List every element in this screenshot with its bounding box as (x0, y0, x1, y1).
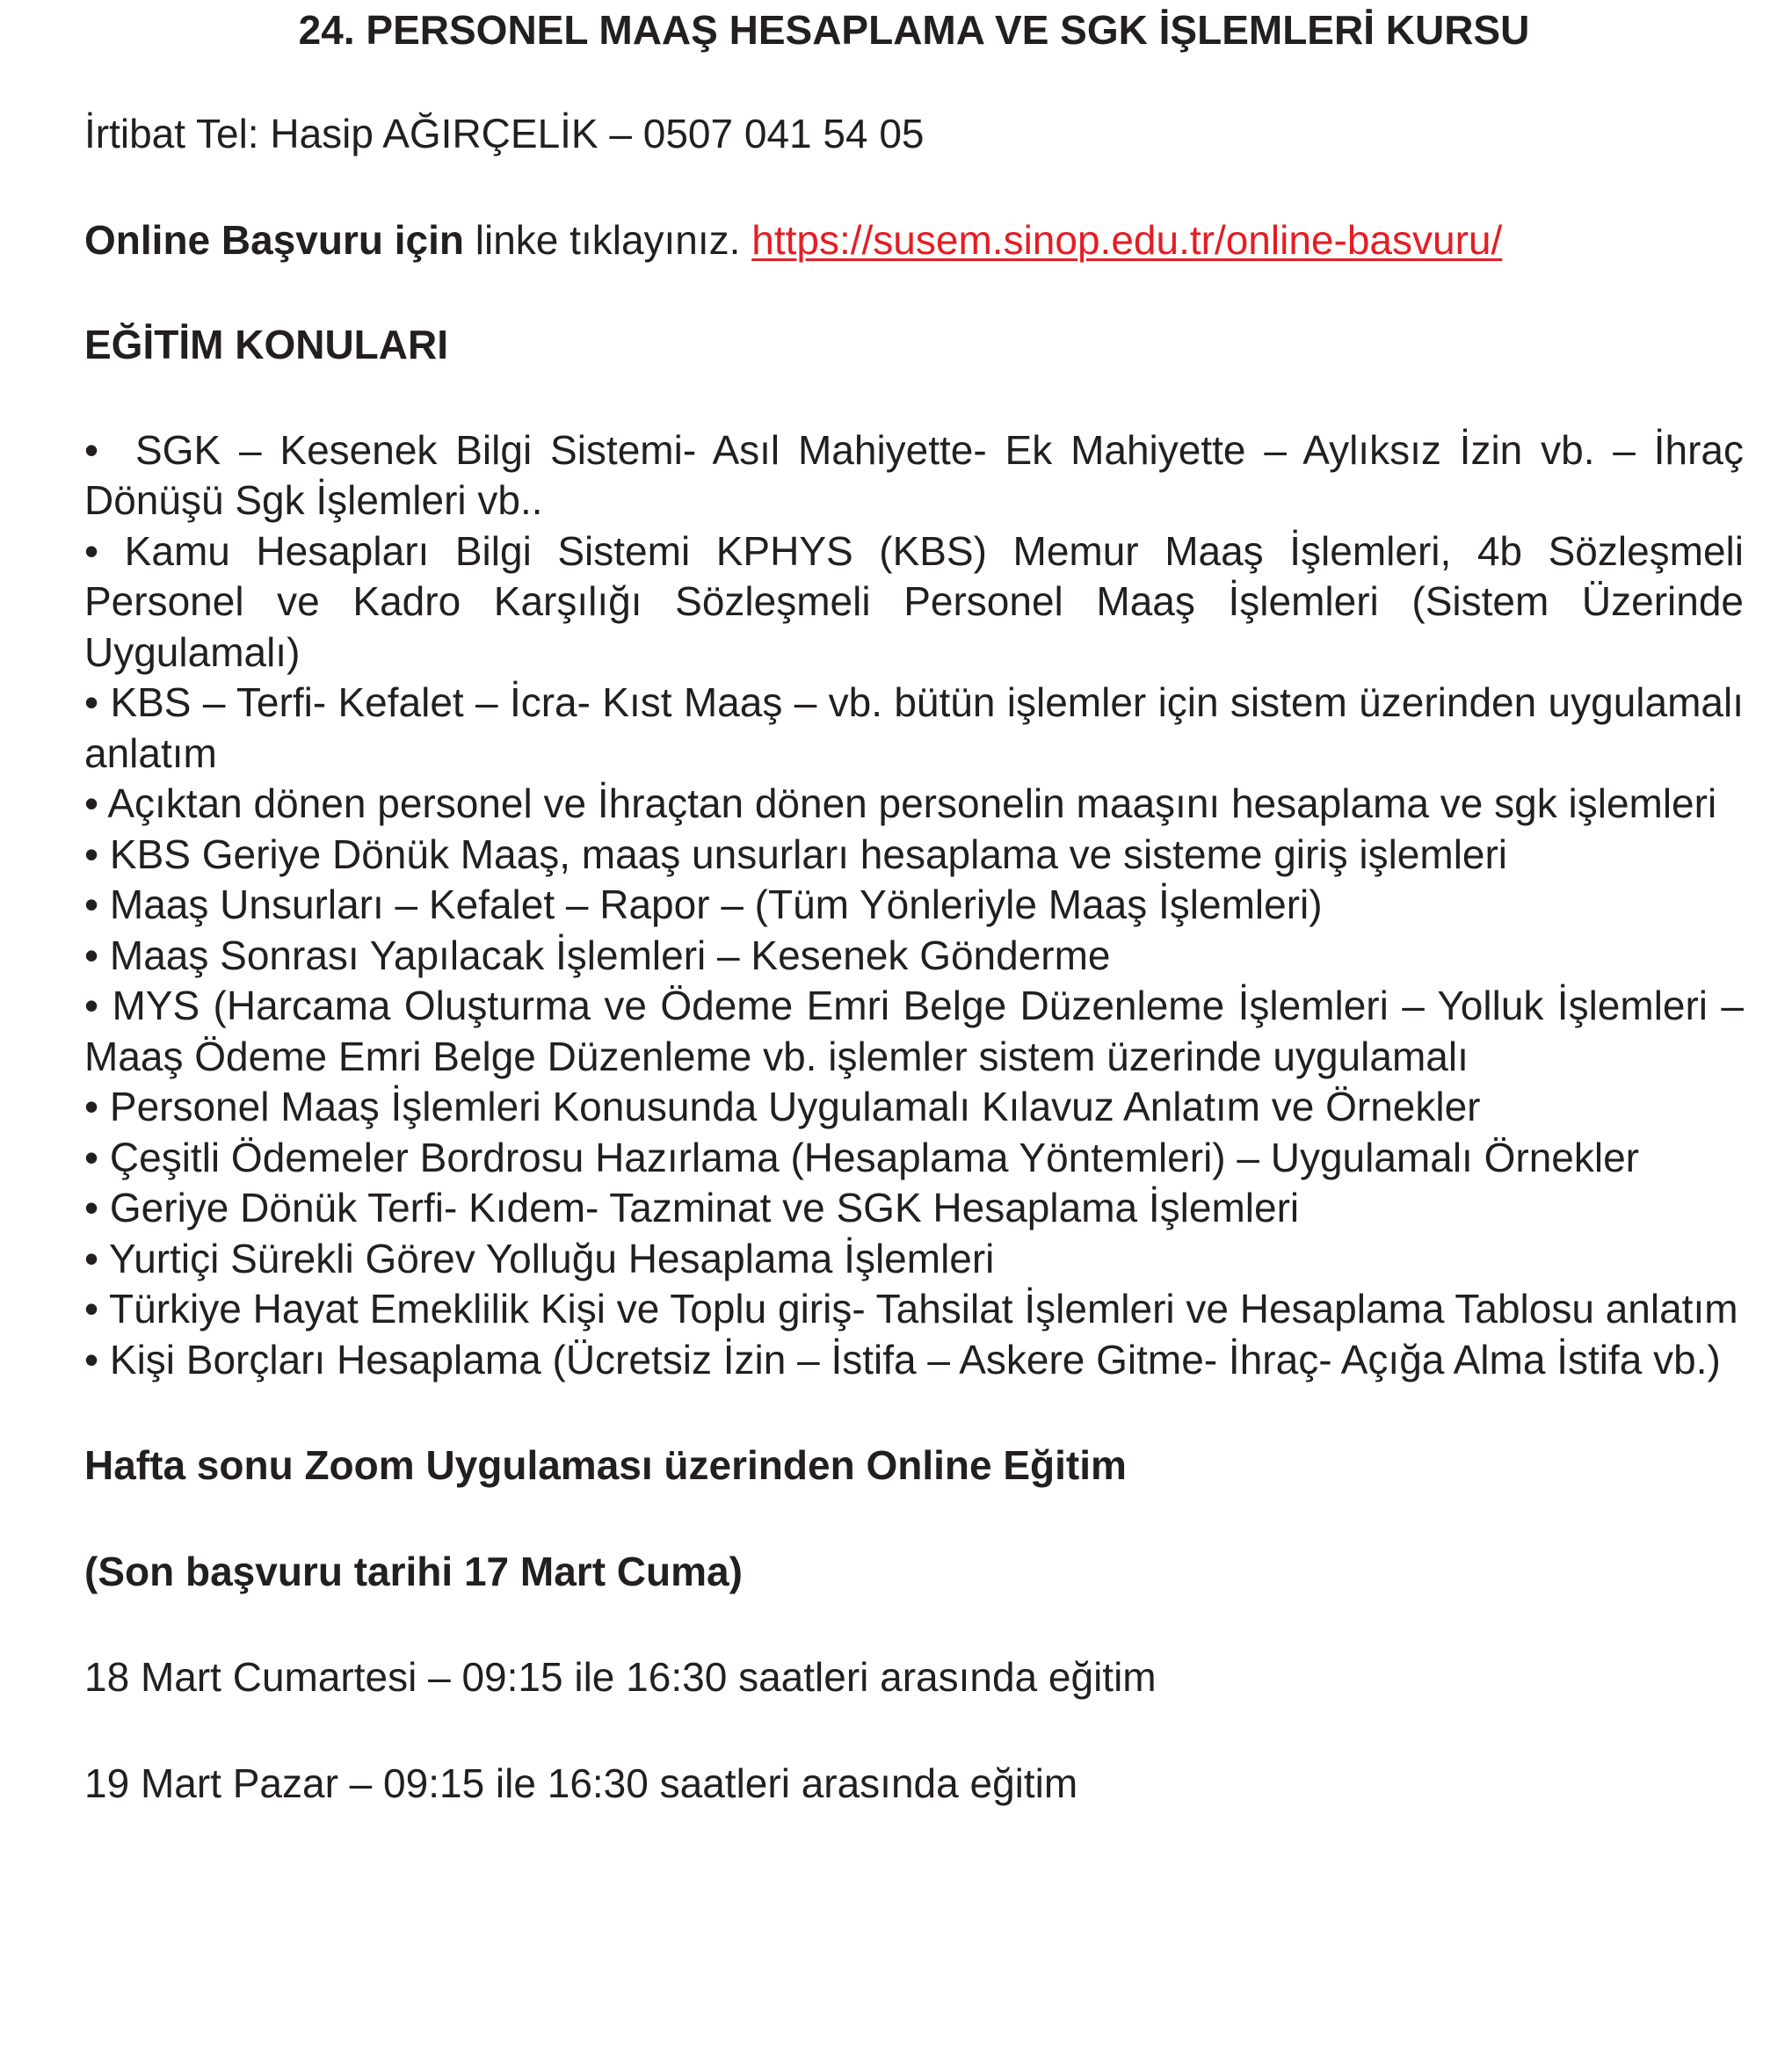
online-application-link[interactable]: https://susem.sinop.edu.tr/online-basvuru/ (751, 216, 1503, 263)
topic-item: • Maaş Sonrası Yapılacak İşlemleri – Kesenek Gönderme (84, 932, 1111, 978)
topic-item: • Maaş Unsurları – Kefalet – Rapor – (Tüm Yönleriyle Maaş İşlemleri) (84, 882, 1323, 927)
topic-item: • Yurtiçi Sürekli Görev Yolluğu Hesaplama İşlemleri (84, 1235, 995, 1281)
online-application-text: linke tıklayınız. (464, 216, 752, 263)
application-deadline: (Son başvuru tarihi 17 Mart Cuma) (84, 1548, 743, 1594)
online-application-line (84, 215, 1744, 266)
topic-item: • Çeşitli Ödemeler Bordrosu Hazırlama (Hesaplama Yöntemleri) – Uygulamalı Örnekler (84, 1134, 1640, 1180)
topic-text: SGK – Kesenek Bilgi Sistemi- Asıl Mahiyette- Ek Mahiyette – Aylıksız İzin vb. – İhraç Dönüşü Sgk İşlemleri vb.. (84, 426, 1744, 523)
schedule-day-2: 19 Mart Pazar – 09:15 ile 16:30 saatleri arasında eğitim (84, 1760, 1078, 1806)
topic-item: • MYS (Harcama Oluşturma ve Ödeme Emri Belge Düzenleme İşlemleri – Yolluk İşlemleri – Maaş Ödeme Emri Belge Düzenleme vb. işlemler sistem üzerinde uygulamalı (84, 983, 1744, 1079)
contact-line: İrtibat Tel: Hasip AĞIRÇELİK – 0507 041 54 05 (84, 111, 925, 156)
topic-item: • Kamu Hesapları Bilgi Sistemi KPHYS (KBS) Memur Maaş İşlemleri, 4b Sözleşmeli Personel ve Kadro Karşılığı Sözleşmeli Personel Maaş İşlemleri (Sistem Üzerinde Uygulamalı) (84, 527, 1744, 675)
schedule-day-1: 18 Mart Cumartesi – 09:15 ile 16:30 saatleri arasında eğitim (84, 1654, 1157, 1700)
topic-item: • Açıktan dönen personel ve İhraçtan dönen personelin maaşını hesaplama ve sgk işlemleri (84, 780, 1717, 826)
topic-item: • KBS Geriye Dönük Maaş, maaş unsurları hesaplama ve sisteme giriş işlemleri (84, 831, 1508, 877)
bullet-icon: • (84, 426, 99, 473)
topic-item: • Geriye Dönük Terfi- Kıdem- Tazminat ve SGK Hesaplama İşlemleri (84, 1185, 1300, 1230)
document-page (84, 0, 1744, 1809)
online-training-note: Hafta sonu Zoom Uygulaması üzerinden Online Eğitim (84, 1442, 1127, 1488)
topic-item: • Türkiye Hayat Emeklilik Kişi ve Toplu giriş- Tahsilat İşlemleri ve Hesaplama Tablosu anlatım (84, 1286, 1738, 1332)
course-title: 24. PERSONEL MAAŞ HESAPLAMA VE SGK İŞLEMLERİ KURSU (298, 7, 1530, 53)
topic-item (84, 425, 1744, 526)
topic-item: • Kişi Borçları Hesaplama (Ücretsiz İzin – İstifa – Askere Gitme- İhraç- Açığa Alma İstifa vb.) (84, 1336, 1721, 1382)
section-title: EĞİTİM KONULARI (84, 322, 448, 367)
topics-list (84, 425, 1744, 1386)
topic-item: • Personel Maaş İşlemleri Konusunda Uygulamalı Kılavuz Anlatım ve Örnekler (84, 1084, 1481, 1129)
online-application-bold: Online Başvuru için (84, 216, 464, 263)
topic-item: • KBS – Terfi- Kefalet – İcra- Kıst Maaş – vb. bütün işlemler için sistem üzerinden uygulamalı anlatım (84, 679, 1744, 776)
